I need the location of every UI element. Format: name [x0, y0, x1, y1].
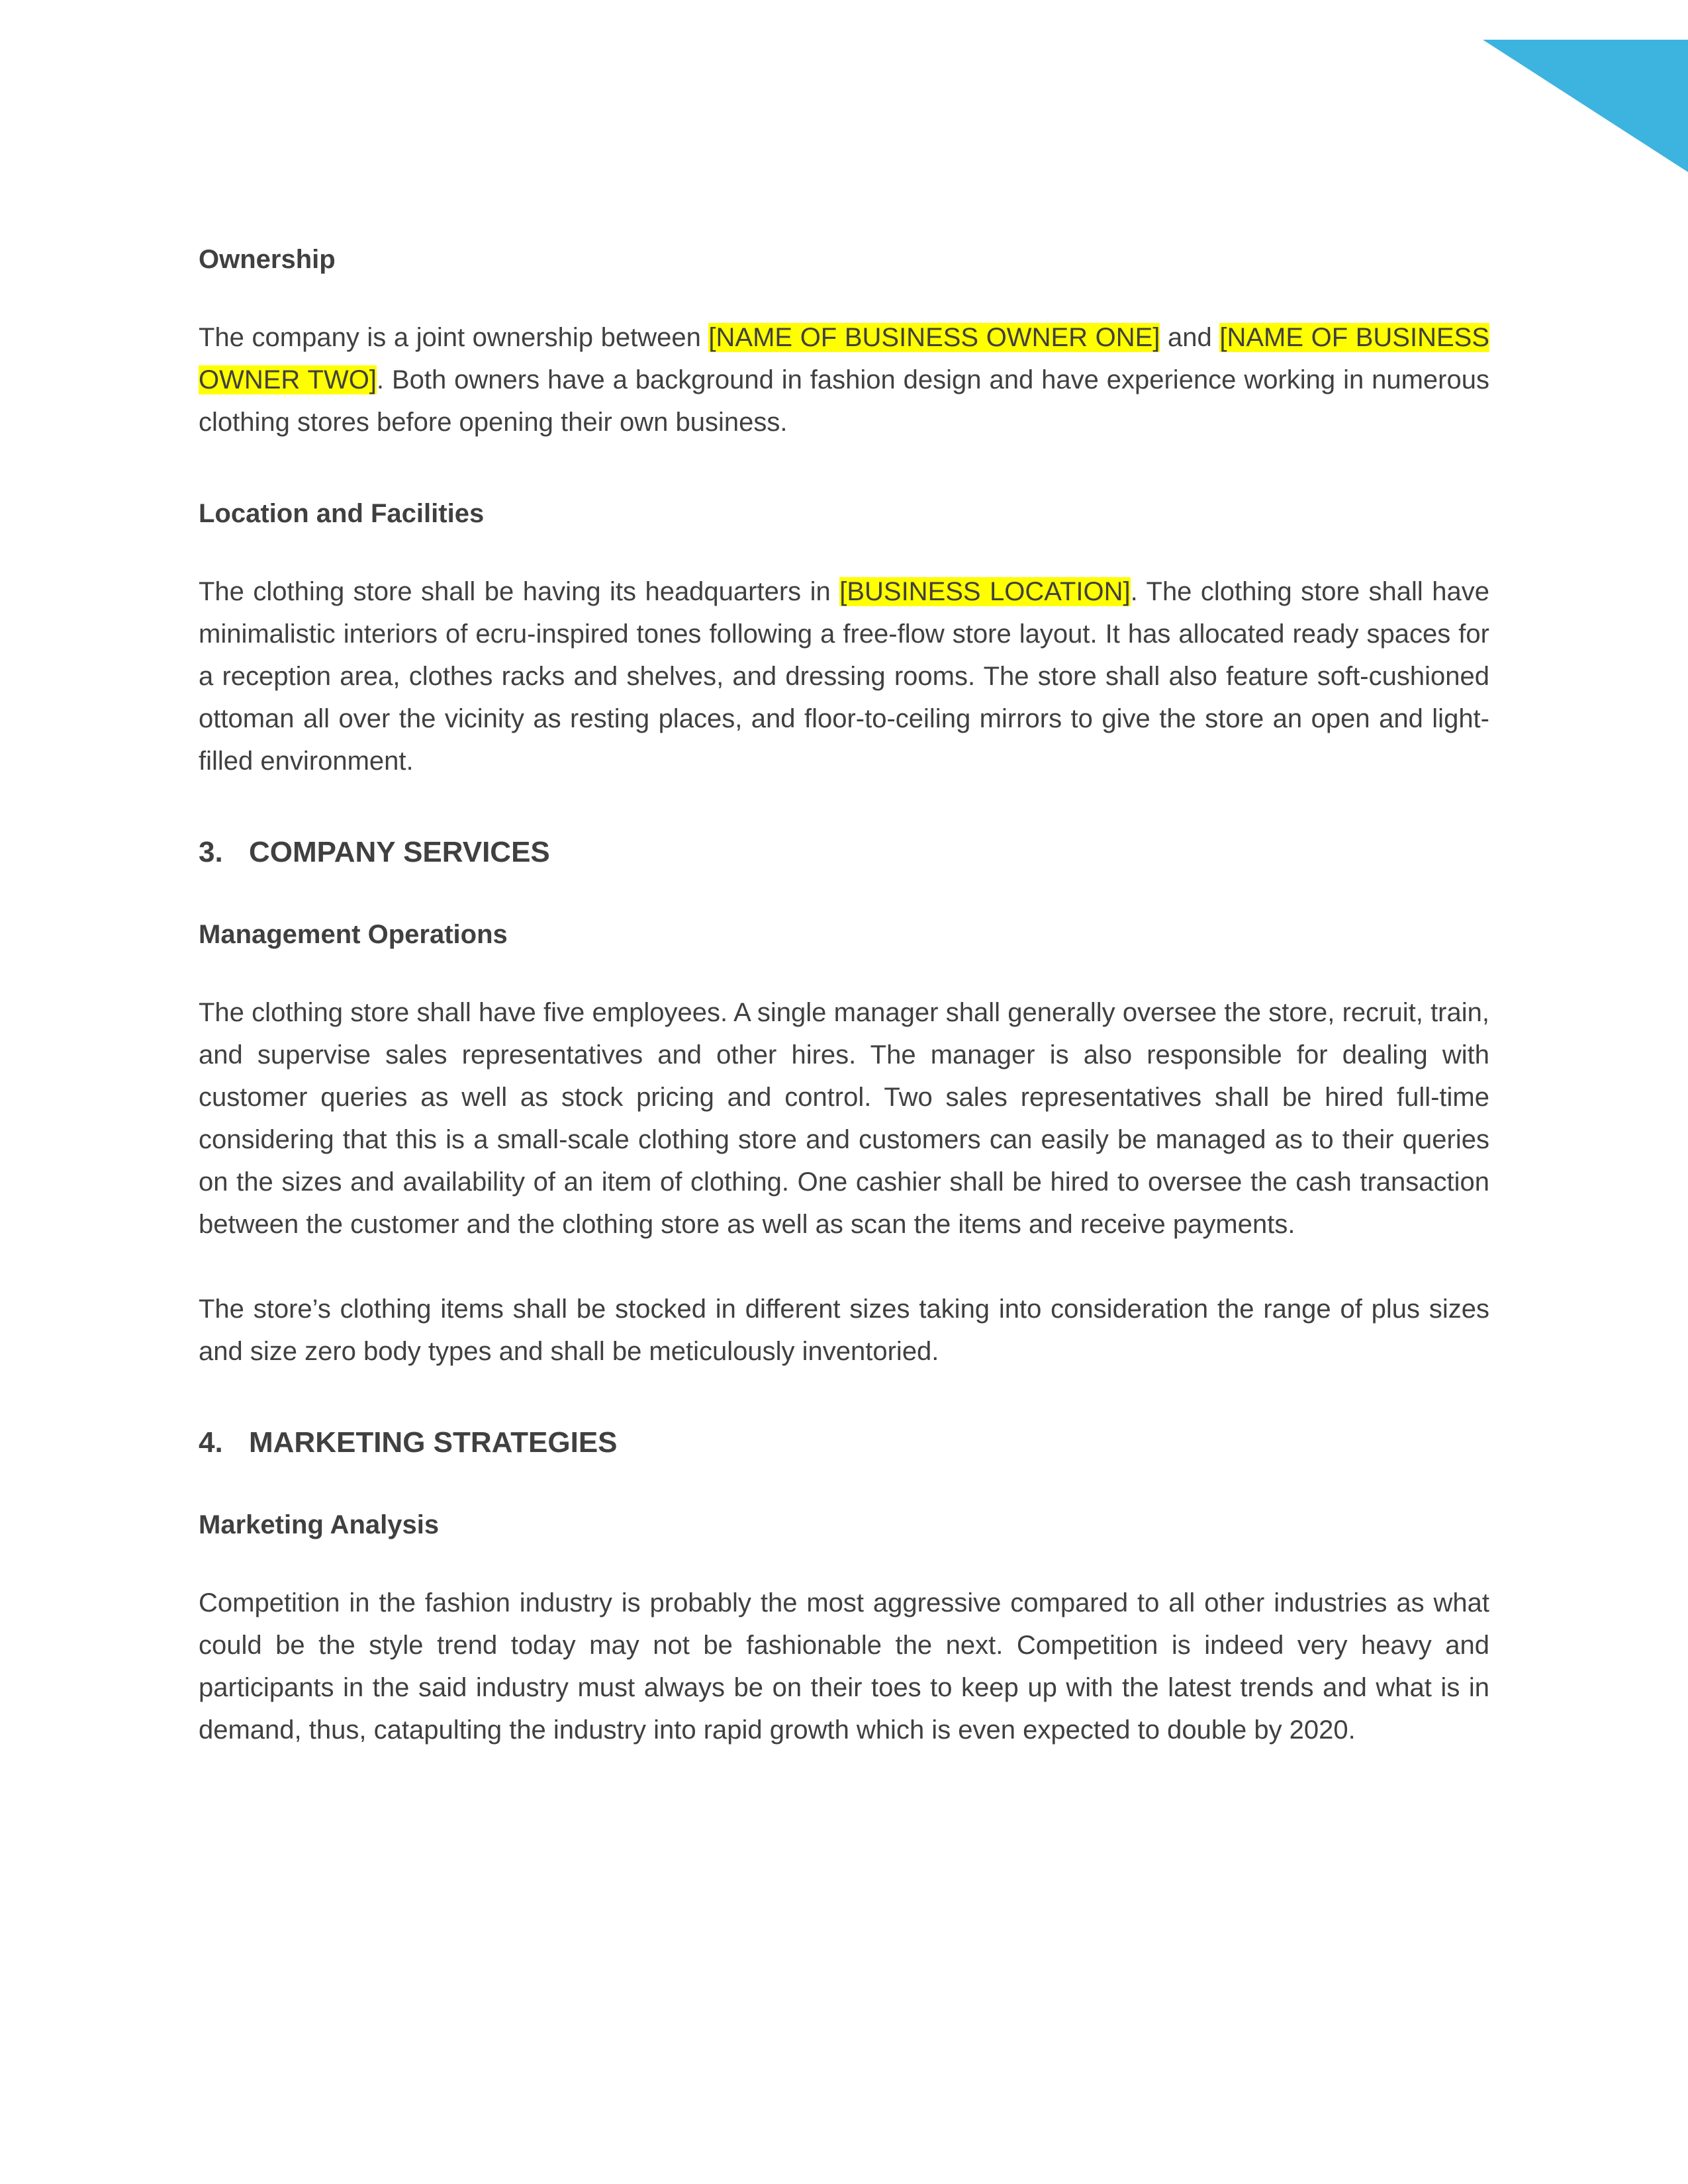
document-body [199, 232, 1489, 1794]
ownership-text-3: . Both owners have a background in fashion design and have experience working in numerous clothing stores before opening their own business. [199, 365, 1489, 437]
ownership-paragraph [199, 316, 1489, 443]
section-4-title: MARKETING STRATEGIES [249, 1426, 618, 1459]
marketing-paragraph-1: Competition in the fashion industry is probably the most aggressive compared to all other industries as what could be the style trend today may not be fashionable the next. Competition is indeed very heavy and participants in the said industry must always be on their toes to keep up with the latest trends and what is in demand, thus, catapulting the industry into rapid growth which is even expected to double by 2020. [199, 1588, 1489, 1745]
location-heading: Location and Facilities [199, 499, 485, 528]
ownership-text-2: and [1160, 323, 1220, 352]
ownership-text-1: The company is a joint ownership between [199, 323, 709, 352]
management-paragraph-1: The clothing store shall have five employees. A single manager shall generally oversee the store, recruit, train, and supervise sales representatives and other hires. The manager is also responsible for dealing with customer queries as well as stock pricing and control. Two sales representatives shall be hired full-time considering that this is a small-scale clothing store and customers can easily be managed as to their queries on the sizes and availability of an item of clothing. One cashier shall be hired to oversee the cash transaction between the customer and the clothing store as well as scan the items and receive payments. [199, 998, 1489, 1239]
location-text-2: . The clothing store shall have minimalistic interiors of ecru-inspired tones following a free-flow store layout. It has allocated ready spaces for a reception area, clothes racks and shelves, and dressing rooms. The store shall also feature soft-cushioned ottoman all over the vicinity as resting places, and floor-to-ceiling mirrors to give the store an open and light-filled environment. [199, 577, 1490, 776]
business-location-placeholder: [BUSINESS LOCATION] [839, 577, 1131, 606]
section-4-heading [199, 1415, 1489, 1471]
corner-triangle-decoration [1483, 40, 1688, 172]
section-3-heading [199, 825, 1489, 880]
management-operations-heading: Management Operations [199, 920, 508, 949]
owner-two-placeholder: [NAME OF BUSINESS OWNER TWO] [199, 323, 1490, 394]
section-4-number: 4. [199, 1426, 223, 1459]
section-3-number: 3. [199, 836, 223, 868]
marketing-analysis-heading: Marketing Analysis [199, 1510, 440, 1539]
management-paragraph-2: The store’s clothing items shall be stocked in different sizes taking into consideration the range of plus sizes and size zero body types and shall be meticulously inventoried. [199, 1295, 1489, 1366]
ownership-heading: Ownership [199, 245, 336, 274]
location-text-1: The clothing store shall be having its headquarters in [199, 577, 840, 606]
owner-one-placeholder: [NAME OF BUSINESS OWNER ONE] [708, 323, 1160, 352]
section-3-title: COMPANY SERVICES [249, 836, 550, 868]
location-paragraph [199, 570, 1489, 782]
